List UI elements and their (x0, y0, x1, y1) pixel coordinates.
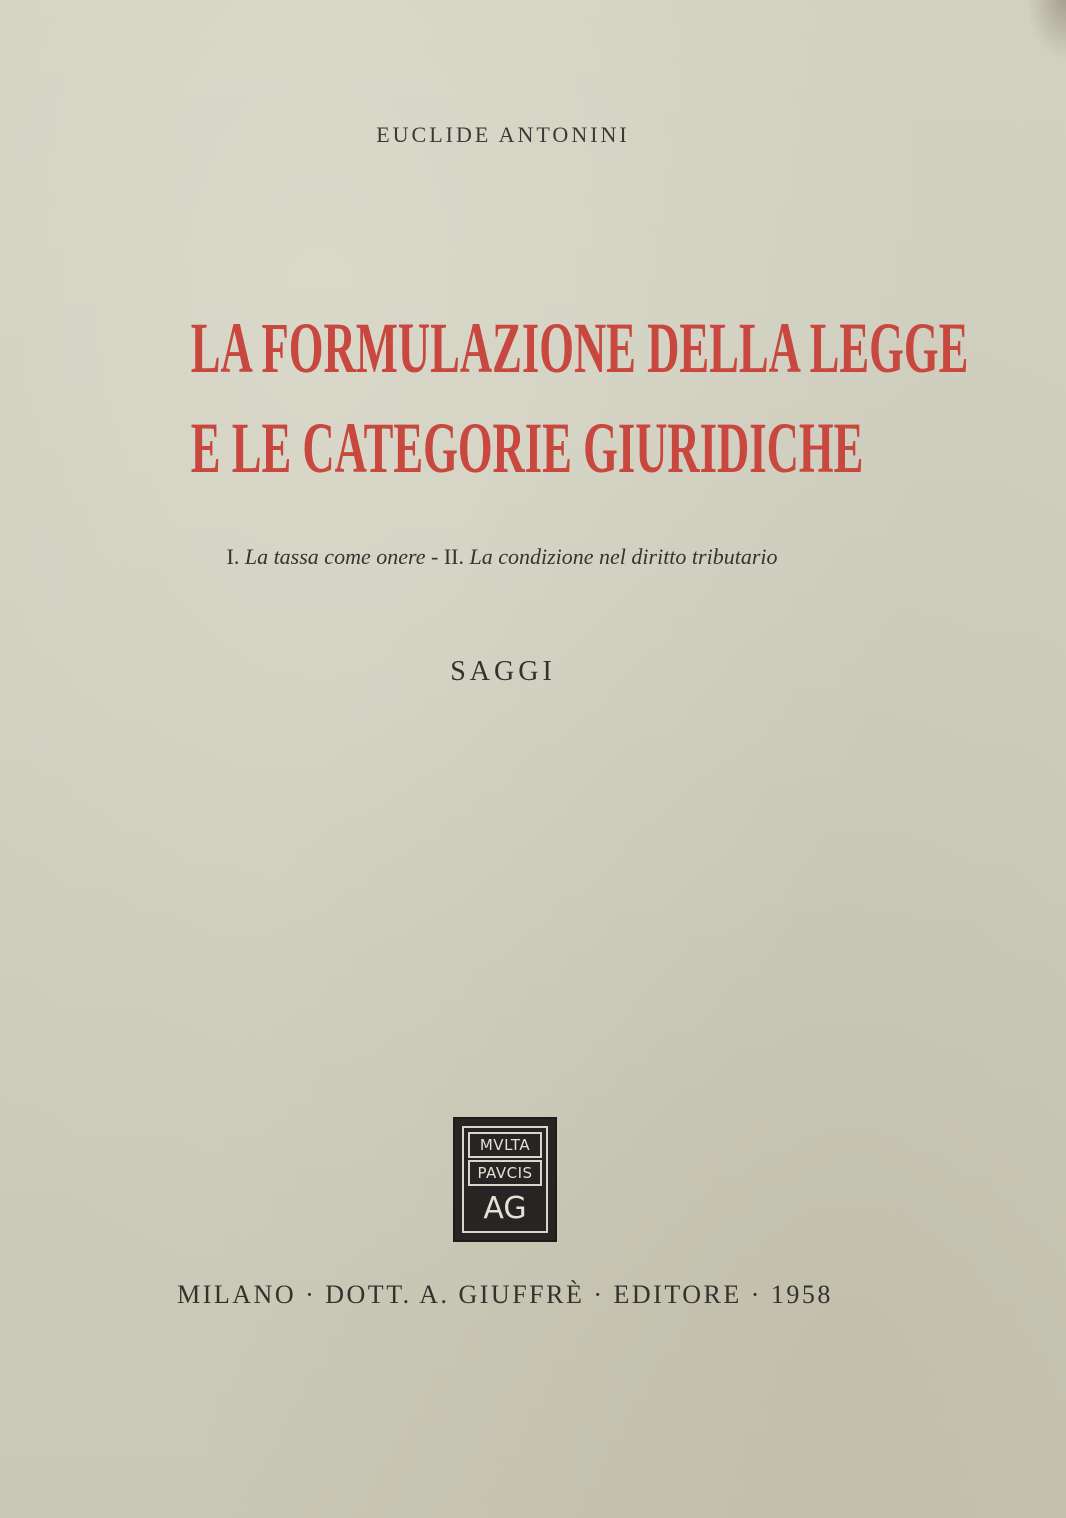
subtitle-separator: - (431, 544, 439, 569)
title-line-2: E LE CATEGORIE GIURIDICHE (190, 408, 864, 488)
subtitle-part1-number: I. (226, 544, 240, 569)
subtitle-part2-number: II. (443, 544, 464, 569)
title-line-1: LA FORMULAZIONE DELLA LEGGE (190, 308, 969, 388)
corner-shadow (1026, 0, 1066, 60)
subtitle (0, 544, 1004, 570)
subtitle-part2-title: La condizione nel diritto tributario (469, 544, 778, 569)
publisher-imprint: MILANO · DOTT. A. GIUFFRÈ · EDITORE · 1958 (177, 1280, 833, 1309)
subtitle-part1-title: La tassa come onere (244, 544, 426, 569)
author-name: EUCLIDE ANTONINI (376, 122, 630, 147)
series-label: SAGGI (450, 656, 556, 687)
logo-frame (462, 1126, 548, 1233)
logo-motto-word-2: PAVCIS (468, 1160, 542, 1186)
logo-motto-word-1: MVLTA (468, 1132, 542, 1158)
logo-monogram: AG (483, 1191, 527, 1226)
publisher-logo (453, 1117, 557, 1242)
